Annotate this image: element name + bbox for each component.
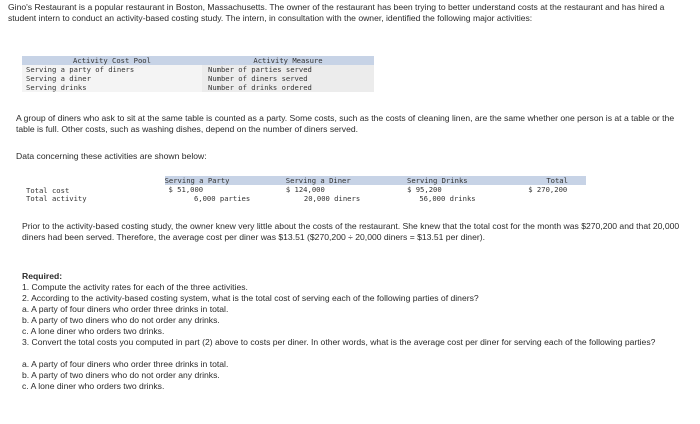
data-cell: $ 124,000 xyxy=(285,185,325,194)
data-intro: Data concerning these activities are shown below: xyxy=(16,151,207,161)
party-paragraph: A group of diners who ask to sit at the same table is counted as a party. Some costs, such as the costs of cleaning linen, are the same whether one person is at a table or the table is full. Other costs, such as washing dishes, depend on the number of diners served. xyxy=(16,113,675,134)
data-cell: 20,000 diners xyxy=(303,194,361,203)
pool-cell: Number of diners served xyxy=(202,74,374,83)
pool-header-measure: Activity Measure xyxy=(253,56,323,65)
pool-cell: Number of drinks ordered xyxy=(202,83,374,92)
data-cell: $ 51,000 xyxy=(168,185,204,194)
data-cell: $ 270,200 xyxy=(528,185,568,194)
data-header-diner: Serving a Diner xyxy=(286,176,407,185)
data-cell: $ 95,200 xyxy=(407,185,442,194)
question-1: 1. Compute the activity rates for each of the three activities. xyxy=(22,282,248,292)
question-2-item-a: a. A party of four diners who order three drinks in total. xyxy=(22,304,229,314)
data-table-header xyxy=(26,176,586,185)
table-row xyxy=(22,65,374,74)
question-3-item-b: b. A party of two diners who do not order any drinks. xyxy=(22,370,220,380)
question-2-item-c: c. A lone diner who orders two drinks. xyxy=(22,326,165,336)
activity-pool-table xyxy=(22,56,374,92)
question-2: 2. According to the activity-based costing system, what is the total cost of serving each of the following parties of diners? xyxy=(22,293,479,303)
row-label-total-cost: Total cost xyxy=(26,186,70,195)
required-heading: Required: xyxy=(22,271,63,281)
table-row xyxy=(26,185,586,194)
question-3-item-c: c. A lone diner who orders two drinks. xyxy=(22,381,165,391)
question-3-item-a: a. A party of four diners who order three drinks in total. xyxy=(22,359,229,369)
pool-table-header xyxy=(22,56,374,65)
activity-data-table xyxy=(26,176,586,203)
pool-cell: Serving a diner xyxy=(22,74,202,83)
data-header-total: Total xyxy=(528,176,586,185)
pool-cell: Number of parties served xyxy=(202,65,374,74)
table-row xyxy=(22,74,374,83)
data-header-drinks: Serving Drinks xyxy=(407,176,528,185)
table-row xyxy=(26,194,586,203)
table-row xyxy=(22,83,374,92)
pool-header-cost-pool: Activity Cost Pool xyxy=(73,56,151,65)
data-cell: 6,000 parties xyxy=(193,194,251,203)
question-2-item-b: b. A party of two diners who do not order any drinks. xyxy=(22,315,220,325)
data-cell xyxy=(529,194,586,203)
question-3: 3. Convert the total costs you computed in part (2) above to costs per diner. In other words, what is the average cost per diner for serving each of the following parties? xyxy=(22,337,656,347)
intro-paragraph: Gino's Restaurant is a popular restaurant in Boston, Massachusetts. The owner of the restaurant has been trying to better understand costs at the restaurant and has hired a student intern to conduct an activity-based costing study. The intern, in consultation with the owner, identified the following major activities: xyxy=(8,2,665,23)
row-label-total-activity: Total activity xyxy=(26,194,87,203)
pool-cell: Serving drinks xyxy=(22,83,202,92)
prior-paragraph: Prior to the activity-based costing study, the owner knew very little about the costs of the restaurant. She knew that the total cost for the month was $270,200 and that 20,000 diners had been served. Therefore, the average cost per diner was $13.51 ($270,200 ÷ 20,000 diners = $13.51 per diner). xyxy=(22,221,680,242)
data-header-party: Serving a Party xyxy=(165,176,286,185)
pool-cell: Serving a party of diners xyxy=(22,65,202,74)
data-cell: 56,000 drinks xyxy=(419,194,476,203)
